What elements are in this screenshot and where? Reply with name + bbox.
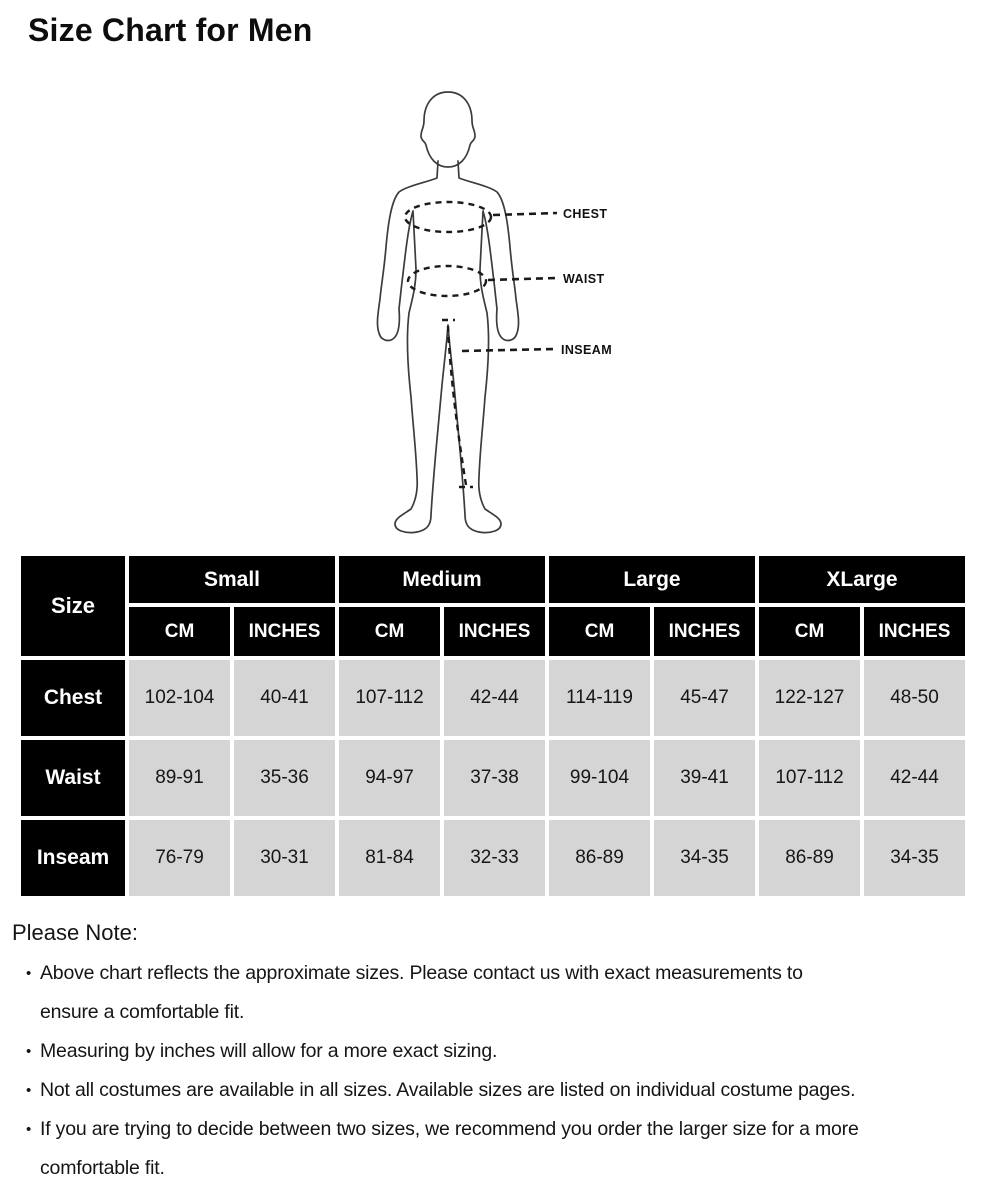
unit-header-cm: CM — [759, 607, 860, 656]
measurement-cell: 32-33 — [444, 820, 545, 896]
measurement-cell: 42-44 — [444, 660, 545, 736]
bullet-icon: • — [26, 1121, 32, 1138]
unit-header-cm: CM — [339, 607, 440, 656]
notes-section — [12, 920, 990, 1188]
unit-header-cm: CM — [129, 607, 230, 656]
note-line: Measuring by inches will allow for a more exact sizing. — [40, 1040, 498, 1062]
notes-list — [12, 954, 990, 1188]
unit-header-inches: INCHES — [864, 607, 965, 656]
chest-leader-line — [493, 213, 557, 215]
row-header-chest: Chest — [21, 660, 125, 736]
measurement-cell: 94-97 — [339, 740, 440, 816]
measurement-cell: 37-38 — [444, 740, 545, 816]
size-group-medium: Medium — [339, 556, 545, 603]
waist-label: WAIST — [563, 272, 605, 286]
note-line: ensure a comfortable fit. — [40, 1001, 245, 1023]
waist-measure-ellipse — [408, 266, 486, 296]
size-group-large: Large — [549, 556, 755, 603]
unit-header-cm: CM — [549, 607, 650, 656]
male-figure-outline — [350, 85, 680, 547]
measurement-cell: 34-35 — [654, 820, 755, 896]
bullet-icon: • — [26, 965, 32, 982]
table-row-chest — [21, 660, 965, 736]
measurement-cell: 81-84 — [339, 820, 440, 896]
table-row-waist — [21, 740, 965, 816]
size-group-header-row — [21, 556, 965, 603]
body-measurement-diagram — [350, 85, 680, 547]
measurement-cell: 107-112 — [759, 740, 860, 816]
measurement-cell: 45-47 — [654, 660, 755, 736]
size-table — [17, 552, 969, 900]
note-line: Not all costumes are available in all sizes. Available sizes are listed on individual costume pages. — [40, 1079, 856, 1101]
note-item — [12, 1110, 990, 1188]
note-item — [12, 1032, 990, 1071]
bullet-icon: • — [26, 1043, 32, 1060]
measurement-cell: 122-127 — [759, 660, 860, 736]
unit-header-inches: INCHES — [444, 607, 545, 656]
measurement-cell: 89-91 — [129, 740, 230, 816]
notes-heading: Please Note: — [12, 920, 138, 945]
note-line: If you are trying to decide between two sizes, we recommend you order the larger size for a more — [40, 1118, 859, 1140]
measurement-cell: 86-89 — [549, 820, 650, 896]
chest-label: CHEST — [563, 207, 608, 221]
measurement-cell: 30-31 — [234, 820, 335, 896]
measurement-cell: 107-112 — [339, 660, 440, 736]
measurement-cell: 114-119 — [549, 660, 650, 736]
note-item — [12, 1071, 990, 1110]
note-line: Above chart reflects the approximate sizes. Please contact us with exact measurements to — [40, 962, 803, 984]
measurement-cell: 86-89 — [759, 820, 860, 896]
inseam-leader-line — [462, 349, 555, 351]
unit-header-row — [21, 607, 965, 656]
size-group-xlarge: XLarge — [759, 556, 965, 603]
unit-header-inches: INCHES — [234, 607, 335, 656]
table-row-inseam — [21, 820, 965, 896]
measurement-cell: 102-104 — [129, 660, 230, 736]
size-corner-header: Size — [21, 556, 125, 656]
size-group-small: Small — [129, 556, 335, 603]
note-line: comfortable fit. — [40, 1157, 165, 1179]
waist-leader-line — [488, 278, 557, 280]
measurement-cell: 34-35 — [864, 820, 965, 896]
measurement-cell: 99-104 — [549, 740, 650, 816]
measurement-cell: 48-50 — [864, 660, 965, 736]
measurement-cell: 40-41 — [234, 660, 335, 736]
unit-header-inches: INCHES — [654, 607, 755, 656]
note-item — [12, 954, 990, 1032]
row-header-inseam: Inseam — [21, 820, 125, 896]
measurement-cell: 76-79 — [129, 820, 230, 896]
bullet-icon: • — [26, 1082, 32, 1099]
measurement-cell: 39-41 — [654, 740, 755, 816]
chest-measure-ellipse — [405, 202, 491, 232]
page-title: Size Chart for Men — [28, 12, 313, 48]
row-header-waist: Waist — [21, 740, 125, 816]
body-outline — [377, 161, 518, 533]
inseam-label: INSEAM — [561, 343, 613, 357]
head-outline — [421, 92, 475, 167]
measurement-cell: 35-36 — [234, 740, 335, 816]
measurement-cell: 42-44 — [864, 740, 965, 816]
